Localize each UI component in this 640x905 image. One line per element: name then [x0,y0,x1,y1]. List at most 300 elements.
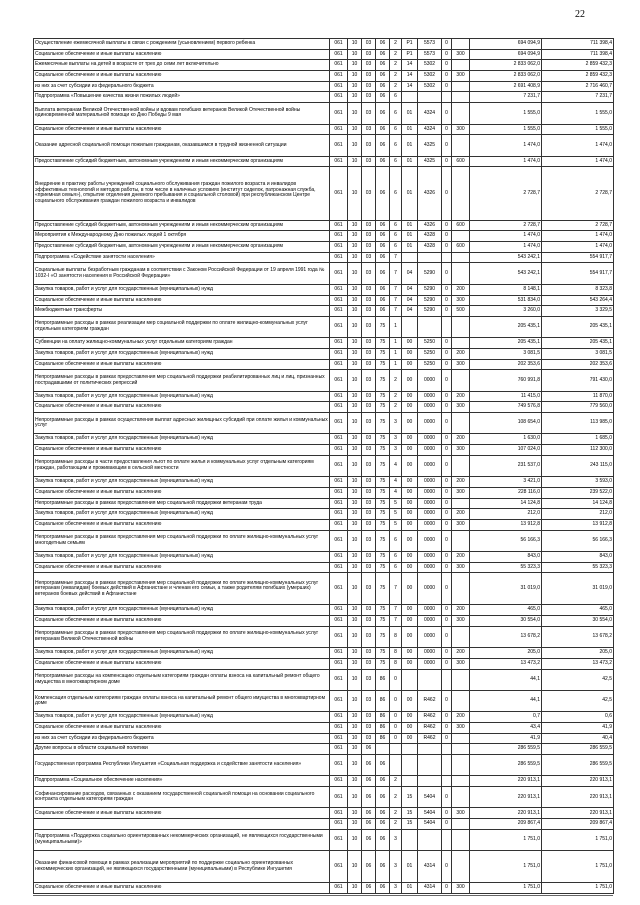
expense-type-code [452,231,470,242]
amount-year-1: 209 867,4 [470,819,542,830]
subprogram-code: 5 [390,509,402,520]
program-code: 75 [376,509,390,520]
direction-code: 0000 [418,573,442,605]
program-code: 06 [376,220,390,231]
subsection-code: 03 [362,552,376,563]
table-row [34,60,614,71]
amount-year-2: 1 751,0 [542,851,614,883]
direction-code: 0000 [418,530,442,551]
activity-code: 04 [402,284,418,295]
ministry-code: 061 [330,530,348,551]
amount-year-2: 0,6 [542,712,614,723]
row-name: Закупка товаров, работ и услуг для государственных (муниципальных) нужд [34,477,330,488]
table-row [34,316,614,337]
amount-year-1: 44,1 [470,669,542,690]
ministry-code: 061 [330,348,348,359]
table-row [34,263,614,284]
program-code: 75 [376,316,390,337]
activity-code: 14 [402,71,418,82]
sub-direction-code: 0 [442,413,452,434]
subprogram-code: 5 [390,519,402,530]
direction-code: 0000 [418,455,442,476]
program-code: 75 [376,658,390,669]
expense-type-code [452,690,470,711]
program-code: 06 [376,60,390,71]
amount-year-2: 205 435,1 [542,316,614,337]
amount-year-2: 220 913,1 [542,776,614,787]
ministry-code: 061 [330,167,348,220]
direction-code: 0000 [418,445,442,456]
section-code: 10 [348,733,362,744]
subsection-code: 03 [362,306,376,317]
program-code: 06 [376,92,390,103]
sub-direction-code: 0 [442,573,452,605]
subprogram-code: 6 [390,167,402,220]
program-code: 75 [376,648,390,659]
amount-year-1: 1 474,0 [470,156,542,167]
table-row [34,658,614,669]
direction-code: 5302 [418,81,442,92]
activity-code: 00 [402,402,418,413]
subsection-code: 06 [362,787,376,808]
ministry-code: 061 [330,156,348,167]
amount-year-1: 760 991,8 [470,370,542,391]
amount-year-1: 2 691 408,9 [470,81,542,92]
subprogram-code: 2 [390,391,402,402]
amount-year-2: 202 353,6 [542,359,614,370]
expense-type-code [452,39,470,50]
activity-code: 00 [402,359,418,370]
amount-year-2: 1 474,0 [542,242,614,253]
row-name: Социальное обеспечение и иные выплаты населению [34,445,330,456]
ministry-code: 061 [330,370,348,391]
subprogram-code: 3 [390,829,402,850]
subprogram-code: 2 [390,402,402,413]
subsection-code: 03 [362,60,376,71]
section-code: 10 [348,220,362,231]
subprogram-code: 3 [390,434,402,445]
expense-type-code [452,776,470,787]
section-code: 10 [348,295,362,306]
direction-code: 0000 [418,487,442,498]
program-code: 75 [376,359,390,370]
sub-direction-code: 0 [442,648,452,659]
sub-direction-code: 0 [442,39,452,50]
expense-type-code [452,498,470,509]
subsection-code: 03 [362,445,376,456]
ministry-code: 061 [330,883,348,894]
subprogram-code: 0 [390,733,402,744]
row-name: Непрограммные расходы в рамках предоставления мер социальной поддержки реабилитированных лиц и лиц, признанных пострадавшими от политических репрессий [34,370,330,391]
amount-year-2: 3 081,5 [542,348,614,359]
expense-type-code [452,744,470,755]
subprogram-code: 3 [390,883,402,894]
ministry-code: 061 [330,733,348,744]
table-row [34,509,614,520]
program-code: 75 [376,348,390,359]
table-row [34,434,614,445]
sub-direction-code: 0 [442,434,452,445]
table-row [34,562,614,573]
table-row [34,359,614,370]
table-row [34,306,614,317]
activity-code: 01 [402,242,418,253]
row-name: Государственная программа Республики Ингушетия «Социальная поддержка и содействие занятости населения» [34,755,330,776]
expense-type-code: 200 [452,605,470,616]
section-code: 10 [348,306,362,317]
sub-direction-code: 0 [442,338,452,349]
program-code: 75 [376,530,390,551]
program-code: 75 [376,573,390,605]
row-name: Социальное обеспечение и иные выплаты населению [34,402,330,413]
program-code: 75 [376,370,390,391]
activity-code: 01 [402,220,418,231]
subprogram-code: 7 [390,263,402,284]
expense-type-code [452,669,470,690]
direction-code: R462 [418,690,442,711]
subprogram-code: 6 [390,231,402,242]
activity-code: 00 [402,445,418,456]
program-code: 06 [376,295,390,306]
program-code: 75 [376,605,390,616]
program-code: 75 [376,402,390,413]
amount-year-2: 2 728,7 [542,220,614,231]
subsection-code: 03 [362,669,376,690]
subprogram-code: 6 [390,135,402,156]
amount-year-2: 209 867,4 [542,819,614,830]
row-name: Подпрограмма «Социальное обеспечение населения» [34,776,330,787]
ministry-code: 061 [330,658,348,669]
amount-year-2: 220 913,1 [542,808,614,819]
section-code: 10 [348,776,362,787]
amount-year-1: 13 912,8 [470,519,542,530]
direction-code: 5250 [418,348,442,359]
subsection-code: 03 [362,626,376,647]
row-name: Социальное обеспечение и иные выплаты населению [34,71,330,82]
program-code: 86 [376,712,390,723]
program-code: 75 [376,338,390,349]
section-code: 10 [348,819,362,830]
subsection-code: 03 [362,242,376,253]
amount-year-1: 694 094,9 [470,39,542,50]
program-code: 06 [376,231,390,242]
amount-year-2: 2 728,7 [542,167,614,220]
expense-type-code: 300 [452,883,470,894]
amount-year-1: 56 166,3 [470,530,542,551]
row-name: Осуществление ежемесячной выплаты в связи с рождением (усыновлением) первого ребенка [34,39,330,50]
ministry-code: 061 [330,669,348,690]
activity-code: 14 [402,60,418,71]
subsection-code: 03 [362,370,376,391]
subprogram-code: 8 [390,658,402,669]
ministry-code: 061 [330,434,348,445]
subsection-code: 06 [362,808,376,819]
ministry-code: 061 [330,808,348,819]
section-code: 10 [348,851,362,883]
program-code: 06 [376,284,390,295]
expense-type-code [452,103,470,124]
subprogram-code: 7 [390,573,402,605]
amount-year-2: 7 231,7 [542,92,614,103]
table-row [34,808,614,819]
activity-code: 04 [402,295,418,306]
amount-year-1: 55 323,3 [470,562,542,573]
subprogram-code: 3 [390,851,402,883]
sub-direction-code: 0 [442,712,452,723]
direction-code: 4314 [418,883,442,894]
section-code: 10 [348,391,362,402]
activity-code: 01 [402,883,418,894]
ministry-code: 061 [330,787,348,808]
ministry-code: 061 [330,509,348,520]
expense-type-code: 300 [452,616,470,627]
program-code: 86 [376,722,390,733]
amount-year-2: 56 166,3 [542,530,614,551]
sub-direction-code: 0 [442,808,452,819]
row-name: Социальное обеспечение и иные выплаты населению [34,487,330,498]
activity-code: 00 [402,605,418,616]
sub-direction-code: 0 [442,552,452,563]
program-code: 75 [376,616,390,627]
subprogram-code: 1 [390,316,402,337]
table-row [34,39,614,50]
sub-direction-code: 0 [442,519,452,530]
amount-year-1: 543 242,1 [470,252,542,263]
table-row [34,722,614,733]
subprogram-code: 4 [390,487,402,498]
table-row [34,573,614,605]
direction-code: 4325 [418,156,442,167]
direction-code: 5302 [418,71,442,82]
ministry-code: 061 [330,39,348,50]
subprogram-code: 7 [390,306,402,317]
section-code: 10 [348,573,362,605]
amount-year-2: 30 554,0 [542,616,614,627]
ministry-code: 061 [330,49,348,60]
expense-type-code: 200 [452,509,470,520]
amount-year-1: 3 081,5 [470,348,542,359]
table-row [34,648,614,659]
sub-direction-code: 0 [442,124,452,135]
amount-year-2: 1 685,0 [542,434,614,445]
direction-code: 0000 [418,648,442,659]
row-name: Социальное обеспечение и иные выплаты населению [34,124,330,135]
page-number: 22 [575,9,585,20]
subsection-code: 03 [362,573,376,605]
section-code: 10 [348,231,362,242]
row-name: Социальное обеспечение и иные выплаты населению [34,519,330,530]
table-row [34,370,614,391]
subprogram-code: 7 [390,295,402,306]
program-code: 06 [376,124,390,135]
subsection-code: 03 [362,722,376,733]
amount-year-2: 212,0 [542,509,614,520]
activity-code [402,755,418,776]
table-row [34,284,614,295]
expense-type-code [452,573,470,605]
activity-code: 00 [402,616,418,627]
subprogram-code: 6 [390,156,402,167]
amount-year-1: 11 415,0 [470,391,542,402]
expense-type-code: 300 [452,124,470,135]
expense-type-code: 300 [452,445,470,456]
amount-year-1: 2 728,7 [470,220,542,231]
ministry-code: 061 [330,626,348,647]
ministry-code: 061 [330,616,348,627]
row-name: Оказание адресной социальной помощи пожилым гражданам, оказавшимся в трудной жизненной ситуации [34,135,330,156]
subsection-code: 03 [362,103,376,124]
sub-direction-code [442,744,452,755]
program-code: 86 [376,669,390,690]
section-code: 10 [348,552,362,563]
expense-type-code: 200 [452,348,470,359]
subsection-code: 03 [362,348,376,359]
table-row [34,71,614,82]
table-row [34,605,614,616]
subprogram-code: 4 [390,455,402,476]
subprogram-code [390,744,402,755]
table-row [34,103,614,124]
sub-direction-code [442,92,452,103]
ministry-code: 061 [330,263,348,284]
subprogram-code: 6 [390,92,402,103]
row-name: Подпрограмма «Повышение качества жизни пожилых людей» [34,92,330,103]
sub-direction-code: 0 [442,263,452,284]
subsection-code: 06 [362,776,376,787]
table-row [34,755,614,776]
table-row [34,348,614,359]
program-code: 06 [376,252,390,263]
activity-code [402,92,418,103]
program-code: 86 [376,690,390,711]
expense-type-code: 200 [452,391,470,402]
subsection-code: 03 [362,49,376,60]
expense-type-code: 200 [452,648,470,659]
expense-type-code [452,81,470,92]
amount-year-1: 31 019,0 [470,573,542,605]
sub-direction-code: 0 [442,295,452,306]
row-name: Социальное обеспечение и иные выплаты населению [34,616,330,627]
activity-code: 01 [402,124,418,135]
sub-direction-code [442,252,452,263]
subsection-code: 06 [362,851,376,883]
amount-year-1: 13 678,2 [470,626,542,647]
subsection-code: 03 [362,220,376,231]
program-code: 75 [376,626,390,647]
amount-year-2: 1 751,0 [542,883,614,894]
subprogram-code: 7 [390,605,402,616]
ministry-code: 061 [330,712,348,723]
expense-type-code [452,413,470,434]
program-code: 06 [376,819,390,830]
row-name: Социальное обеспечение и иные выплаты населению [34,883,330,894]
row-name: Непрограммные расходы в рамках предоставления мер социальной поддержки по оплате жилищно-коммунальных услуг ветеранам (инвалидам) боевых действий в Афганистане и членам его семьи, а также родителям погибших (умерших) ветеранов боевых действий в Афганистане [34,573,330,605]
table-row [34,455,614,476]
amount-year-1: 1 630,0 [470,434,542,445]
table-row [34,819,614,830]
ministry-code: 061 [330,690,348,711]
table-row [34,402,614,413]
direction-code: 0000 [418,413,442,434]
subsection-code: 03 [362,252,376,263]
section-code: 10 [348,455,362,476]
sub-direction-code: 0 [442,487,452,498]
ministry-code: 061 [330,413,348,434]
amount-year-1: 1 474,0 [470,231,542,242]
subprogram-code: 2 [390,776,402,787]
row-name: Предоставление субсидий бюджетным, автономным учреждениям и иным некоммерческим организациям [34,220,330,231]
expense-type-code [452,135,470,156]
section-code: 10 [348,744,362,755]
activity-code: 00 [402,690,418,711]
amount-year-2: 3 593,0 [542,477,614,488]
sub-direction-code [442,755,452,776]
amount-year-1: 205 435,1 [470,316,542,337]
direction-code: 4328 [418,231,442,242]
expense-type-code: 600 [452,156,470,167]
amount-year-1: 107 024,0 [470,445,542,456]
subprogram-code: 0 [390,669,402,690]
subsection-code: 03 [362,455,376,476]
table-row [34,744,614,755]
amount-year-1: 1 751,0 [470,883,542,894]
direction-code: 0000 [418,477,442,488]
sub-direction-code: 0 [442,402,452,413]
subsection-code: 03 [362,71,376,82]
expense-type-code [452,829,470,850]
section-code: 10 [348,626,362,647]
direction-code: 0000 [418,402,442,413]
activity-code: 00 [402,648,418,659]
activity-code: 04 [402,263,418,284]
section-code: 10 [348,167,362,220]
ministry-code: 061 [330,391,348,402]
program-code: 06 [376,103,390,124]
amount-year-1: 1 751,0 [470,851,542,883]
subsection-code: 03 [362,498,376,509]
amount-year-1: 220 913,1 [470,808,542,819]
table-row [34,851,614,883]
expense-type-code [452,530,470,551]
amount-year-1: 231 537,0 [470,455,542,476]
section-code: 10 [348,252,362,263]
subsection-code: 03 [362,434,376,445]
ministry-code: 061 [330,519,348,530]
program-code: 06 [376,242,390,253]
direction-code: 5404 [418,787,442,808]
section-code: 10 [348,712,362,723]
section-code: 10 [348,616,362,627]
expense-type-code: 300 [452,658,470,669]
section-code: 10 [348,434,362,445]
subsection-code: 03 [362,530,376,551]
activity-code: 00 [402,712,418,723]
ministry-code: 061 [330,338,348,349]
direction-code: 0000 [418,498,442,509]
amount-year-1: 465,0 [470,605,542,616]
row-name: из них за счет субсидии из федерального бюджета [34,733,330,744]
program-code: 75 [376,445,390,456]
ministry-code: 061 [330,284,348,295]
section-code: 10 [348,359,362,370]
row-name: Закупка товаров, работ и услуг для государственных (муниципальных) нужд [34,712,330,723]
program-code: 06 [376,167,390,220]
ministry-code: 061 [330,81,348,92]
amount-year-1: 1 474,0 [470,242,542,253]
expense-type-code: 200 [452,712,470,723]
subprogram-code: 1 [390,338,402,349]
table-row [34,530,614,551]
